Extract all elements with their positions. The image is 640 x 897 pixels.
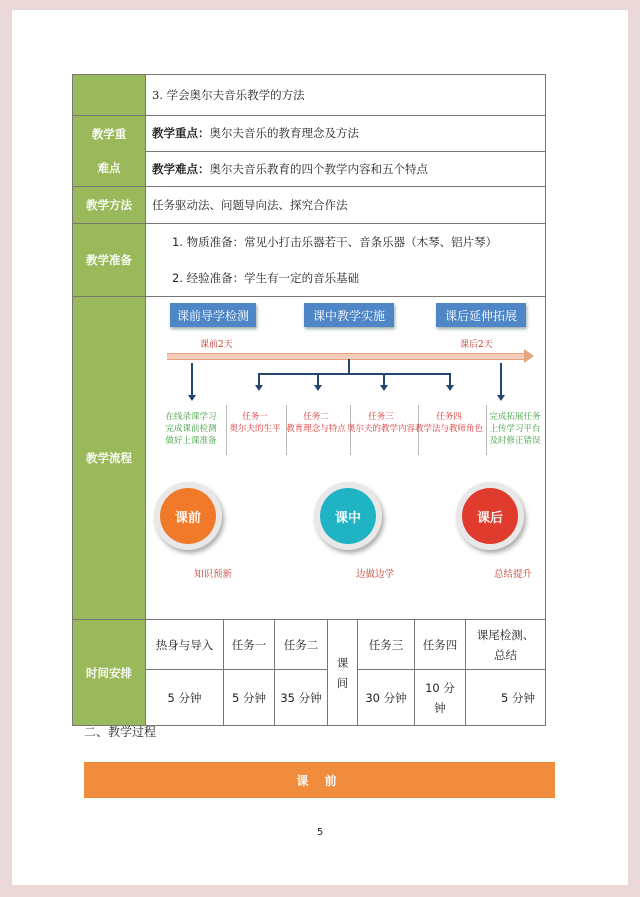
schedule-row [73, 620, 546, 726]
schedule-header: 任务一 [224, 620, 275, 670]
connector-task3 [383, 373, 385, 385]
task-4: 任务四 教学法与教师角色 [414, 412, 483, 434]
connector-pre-arrow [188, 395, 196, 401]
methods-label: 教学方法 [73, 187, 146, 223]
in-class-circle-label: 课中 [320, 488, 376, 544]
schedule-duration: 5 分钟 [146, 670, 224, 725]
preparation-item-2: 2. 经验准备：学生有一定的音乐基础 [172, 271, 360, 285]
schedule-header: 热身与导入 [146, 620, 224, 670]
key-points-content [146, 116, 546, 186]
schedule-duration: 30 分钟 [358, 670, 415, 725]
connector-pre [191, 363, 193, 395]
schedule-grid [146, 620, 546, 725]
in-class-circle [314, 482, 382, 550]
objectives-label-cell [73, 75, 146, 115]
preparation-item-1: 1. 物质准备：常见小打击乐器若干、音条乐器（木琴、铝片琴） [172, 235, 498, 249]
schedule-header: 课尾检测、 总结 [466, 620, 545, 670]
lesson-plan-table [72, 74, 546, 726]
day-after-label: 课后2天 [460, 340, 493, 350]
day-before-label: 课前2天 [200, 340, 233, 350]
task-1: 任务一 奥尔夫的生平 [229, 412, 281, 434]
focus-label: 教学重点： [152, 126, 210, 141]
pre-class-circle [154, 482, 222, 550]
preparation-row [73, 224, 546, 297]
connector-task3-arrow [380, 385, 388, 391]
connector-task2-arrow [314, 385, 322, 391]
pre-class-caption: 知识预新 [194, 569, 233, 580]
teaching-focus [146, 116, 545, 151]
focus-text: 奥尔夫音乐的教育理念及方法 [209, 126, 359, 141]
flow-header-pre-class: 课前导学检测 [170, 303, 256, 327]
connector-task1 [258, 373, 260, 385]
connector-post [500, 363, 502, 395]
task-post-class: 完成拓展任务 上传学习平台 及时修正错误 [489, 412, 541, 446]
connector-task2 [317, 373, 319, 385]
teaching-difficulty [146, 151, 545, 187]
schedule-duration: 10 分 钟 [415, 670, 466, 725]
key-points-row [73, 116, 546, 187]
timeline-arrowhead [524, 349, 534, 363]
preparation-label: 教学准备 [73, 224, 146, 296]
connector-task4-arrow [446, 385, 454, 391]
connector-task1-arrow [255, 385, 263, 391]
schedule-break: 课 间 [328, 620, 358, 725]
schedule-header: 任务二 [275, 620, 328, 670]
methods-text: 任务驱动法、问题导向法、探究合作法 [146, 187, 546, 223]
timeline-arrow [167, 353, 527, 360]
objectives-row [73, 75, 546, 116]
difficulty-text: 奥尔夫音乐教育的四个教学内容和五个特点 [209, 161, 428, 176]
task-3: 任务三 奥尔夫的教学内容 [346, 412, 415, 434]
methods-row [73, 187, 546, 224]
schedule-header: 任务三 [358, 620, 415, 670]
connector-mid-bar [258, 373, 451, 375]
flow-row [73, 297, 546, 620]
post-class-circle-label: 课后 [462, 488, 518, 544]
connector-mid-stem [348, 359, 350, 373]
key-points-label: 教学重 难点 [73, 116, 146, 186]
schedule-duration: 5 分钟 [224, 670, 275, 725]
schedule-duration: 5 分钟 [501, 690, 535, 705]
teaching-flow-diagram [146, 297, 546, 619]
schedule-header: 任务四 [415, 620, 466, 670]
connector-post-arrow [497, 395, 505, 401]
connector-task4 [449, 373, 451, 385]
post-class-circle [456, 482, 524, 550]
task-pre-class: 在线录课学习 完成课前检测 做好上课准备 [165, 412, 217, 446]
post-class-caption: 总结提升 [494, 569, 533, 580]
in-class-caption: 边做边学 [356, 569, 395, 580]
flow-label: 教学流程 [73, 297, 146, 619]
flow-header-post-class: 课后延伸拓展 [436, 303, 526, 327]
pre-class-circle-label: 课前 [160, 488, 216, 544]
schedule-duration: 35 分钟 [275, 670, 328, 725]
difficulty-label: 教学难点： [152, 161, 210, 176]
objective-item-3: 3. 学会奥尔夫音乐教学的方法 [146, 75, 546, 115]
pre-class-band: 课 前 [84, 762, 555, 798]
page-number: 5 [316, 827, 324, 838]
section-title: 二、教学过程 [84, 725, 157, 739]
preparation-content [146, 224, 546, 296]
task-2: 任务二 教育理念与特点 [286, 412, 346, 434]
schedule-label: 时间安排 [73, 620, 146, 725]
flow-header-in-class: 课中教学实施 [304, 303, 394, 327]
